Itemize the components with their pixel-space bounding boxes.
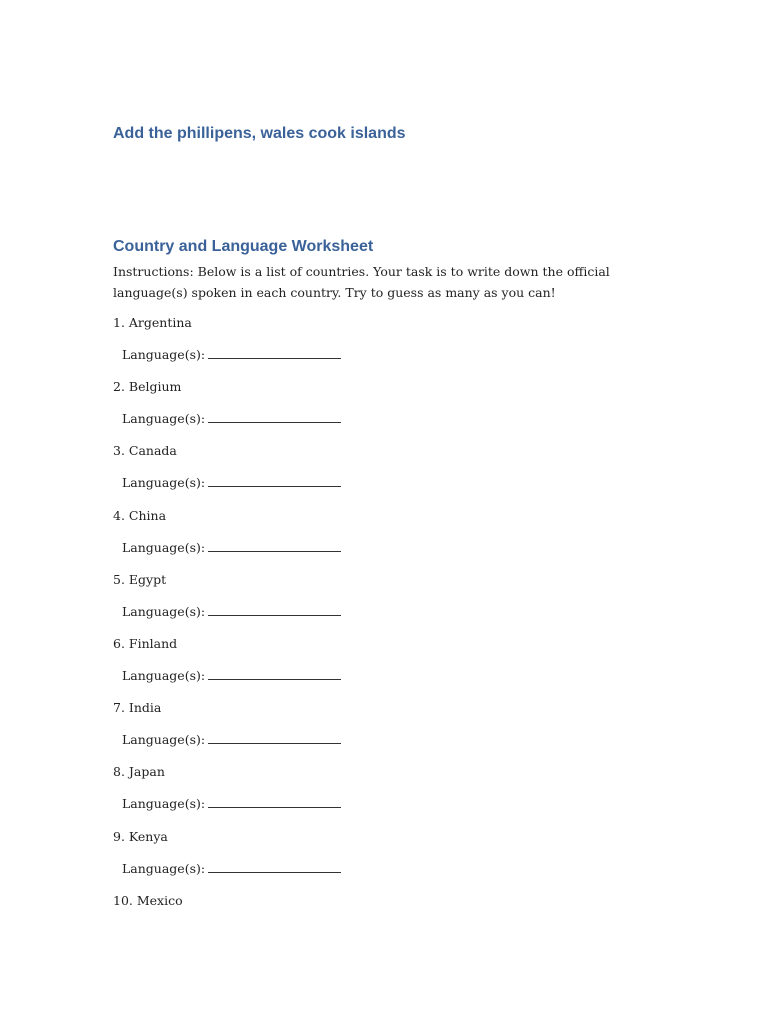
language-answer-line xyxy=(122,538,341,558)
list-item xyxy=(113,634,673,698)
list-item xyxy=(113,441,673,505)
answer-blank[interactable] xyxy=(208,603,341,616)
language-label: Language(s): xyxy=(122,603,206,619)
country-name: 2. Belgium xyxy=(113,379,182,395)
language-label: Language(s): xyxy=(122,860,206,876)
country-name: 1. Argentina xyxy=(113,315,192,330)
list-item xyxy=(113,762,673,826)
answer-blank[interactable] xyxy=(208,731,341,744)
language-answer-line xyxy=(122,794,341,814)
country-name: 6. Finland xyxy=(113,635,178,651)
language-label: Language(s): xyxy=(122,539,206,555)
country-name: 10. Mexico xyxy=(113,892,183,908)
language-answer-line xyxy=(122,859,341,879)
country-name: 8. Japan xyxy=(113,764,165,780)
country-name: 7. India xyxy=(113,700,162,716)
list-item xyxy=(113,827,673,891)
language-label: Language(s): xyxy=(122,732,206,748)
worksheet-title: Country and Language Worksheet xyxy=(113,238,374,255)
country-name: 3. Canada xyxy=(113,443,177,459)
list-item xyxy=(113,891,673,955)
language-answer-line xyxy=(122,602,341,622)
answer-blank[interactable] xyxy=(208,474,341,487)
answer-blank[interactable] xyxy=(208,410,341,423)
answer-blank[interactable] xyxy=(208,795,341,808)
language-label: Language(s): xyxy=(122,796,206,812)
language-answer-line xyxy=(122,345,341,365)
instructions-text: Instructions: Below is a list of countries. Your task is to write down the official language(s) spoken in each country. Try to guess as many as you can! xyxy=(113,264,610,300)
list-item xyxy=(113,506,673,570)
language-label: Language(s): xyxy=(122,347,206,362)
language-answer-line xyxy=(122,666,341,686)
language-label: Language(s): xyxy=(122,411,206,427)
list-item xyxy=(113,570,673,634)
language-answer-line xyxy=(122,730,341,750)
list-item xyxy=(113,313,673,377)
note-heading: Add the phillipens, wales cook islands xyxy=(113,125,406,142)
country-name: 4. China xyxy=(113,507,167,523)
language-answer-line xyxy=(122,409,341,429)
country-name: 9. Kenya xyxy=(113,828,168,844)
answer-blank[interactable] xyxy=(208,539,341,552)
country-list xyxy=(113,313,673,955)
answer-blank[interactable] xyxy=(208,346,341,359)
country-name: 5. Egypt xyxy=(113,571,167,587)
language-label: Language(s): xyxy=(122,667,206,683)
answer-blank[interactable] xyxy=(208,667,341,680)
list-item xyxy=(113,377,673,441)
list-item xyxy=(113,698,673,762)
language-answer-line xyxy=(122,473,341,493)
answer-blank[interactable] xyxy=(208,860,341,873)
language-label: Language(s): xyxy=(122,475,206,491)
